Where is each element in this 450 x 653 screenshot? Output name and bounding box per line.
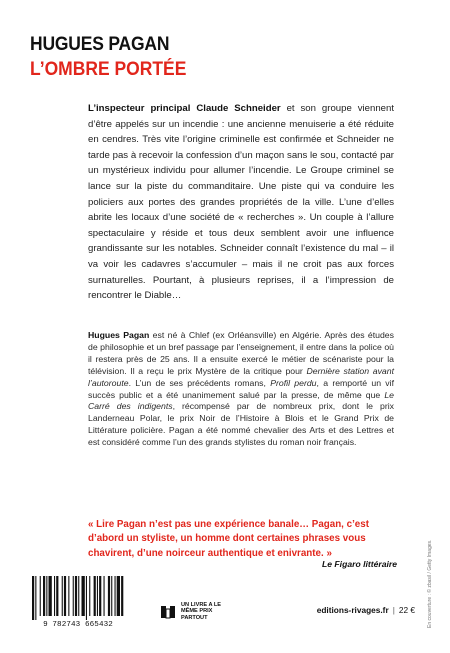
author-bio (88, 330, 394, 449)
barcode-number: 9 782743 665432 (43, 621, 113, 629)
footer-separator: | (392, 605, 395, 615)
bio-book-title-3: Le Carré des indigents (88, 389, 394, 412)
bio-text-3: , a remporté un vif succès public et a été unanimement salué par la presse, de même que (88, 377, 394, 400)
bio-book-title-2: Profil perdu (270, 377, 317, 388)
book-title: L’OMBRE PORTÉE (30, 59, 187, 80)
synopsis-lead: L’inspecteur principal Claude Schneider (88, 103, 281, 114)
bio-text-1: est né à Chlef (ex Orléansville) en Algérie. Après des études de philosophie et un bref passage par l’enseignement, il entre dans la police où il restera près de 25 ans. Il a ensuite exercé le métier de scénariste pour la télévision. Il a reçu le prix Mystère de la critique pour (88, 330, 394, 376)
prix-unique-text: UN LIVRE A LE MÊME PRIX PARTOUT (181, 602, 221, 621)
synopsis-body: et son groupe viennent d’être appelés sur un incendie : une ancienne menuiserie a été réduite en cendres. Très vite l’origine criminelle est confirmée et Schneider ne tarde pas à recevoir la confession d’un maçon sans le sou, contacté par un mystérieux individu pour allumer l’incendie. Le Groupe criminel se lance sur la piste du commanditaire. Une piste qui va conduire les policiers aux portes des grandes propriétés de la ville. L’une d’elles abrite les locaux d’une société de « recherches ». Un couple à l’allure spectaculaire y réside et tous deux semblent avoir une influence grandissante sur les notables. Schneider connaît l’existence du mal – il va voir les cadavres s’accumuler – mais il ne croit pas aux forces surnaturelles. Pourtant, à plusieurs reprises, il a l’impression de rencontrer le Diable… (88, 103, 394, 302)
bio-text-4: , récompensé par de nombreux prix, dont le prix Landerneau Polar, le prix Noir de l’Histoire à Blois et le Grand Prix de Littérature policière. Pagan a été nommé chevalier des Arts et des Lettres et est considéré comme l’un des grands stylistes du roman noir français. (88, 401, 394, 448)
bio-book-title-1: Dernière station avant l’autoroute (88, 365, 394, 388)
press-quote: « Lire Pagan n’est pas une expérience banale… Pagan, c’est d’abord un styliste, un homme dont certaines phrases vous chavirent, d’une noirceur authentique et enivrante. » (88, 519, 369, 559)
publisher-footer (317, 605, 415, 615)
cover-credit: En couverture : © zbasil / Getty Images. (427, 539, 433, 628)
bio-author-name: Hugues Pagan (88, 330, 150, 340)
bio-text-2: . L’un de ses précédents romans, (128, 377, 271, 388)
author-name: HUGUES PAGAN (30, 34, 170, 55)
publisher-link[interactable]: editions-rivages.fr (316, 605, 389, 615)
prix-unique-badge (160, 602, 233, 621)
synopsis (88, 101, 394, 304)
press-quote-source: Le Figaro littéraire (322, 559, 397, 569)
price: 22 € (398, 605, 415, 615)
book-logo-icon (160, 604, 176, 620)
barcode (28, 576, 128, 629)
barcode-icon (28, 576, 128, 620)
